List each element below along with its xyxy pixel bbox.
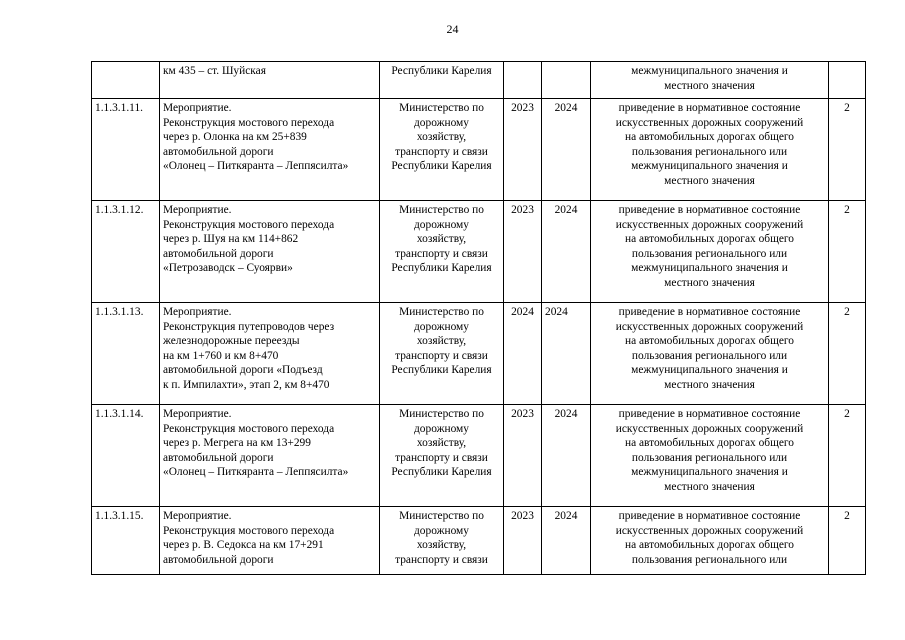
cell-executor-line: дорожному [414,218,469,231]
cell-activity-name-line: к п. Импилахти», этап 2, км 8+470 [163,378,330,391]
cell-expected-result-line: приведение в нормативное состояние [618,408,801,420]
page-number: 24 [446,22,459,36]
cell-executor-line: хозяйству, [416,233,467,245]
cell-expected-result [591,507,829,575]
cell-activity-name-line: «Олонец – Питкяранта – Леппясилта» [163,160,349,172]
cell-executor-line: Министерство по [399,102,484,114]
cell-executor-line: Республики Карелия [391,65,492,77]
cell-executor-line: транспорту и связи [395,247,488,260]
cell-expected-result-line: межмуниципального значения и [631,466,788,478]
cell-expected-result-line: межмуниципального значения и [631,364,788,376]
cell-expected-result-line: пользования регионального или [631,451,788,464]
cell-start-year: 2023 [504,201,542,303]
cell-activity-name [160,405,380,507]
table-row [92,303,866,405]
cell-expected-result-line: межмуниципального значения и [631,160,788,172]
cell-activity-name-line: автомобильной дороги «Подъезд [163,364,323,376]
cell-activity-name-line: Мероприятие. [163,204,232,216]
cell-indicator-link: 2 [829,507,866,575]
cell-start-year: 2023 [504,507,542,575]
cell-expected-result-line: межмуниципального значения и [631,65,788,77]
cell-item-number [92,62,160,99]
cell-expected-result-line: пользования регионального или [631,247,788,260]
cell-activity-name-line: Реконструкция мостового перехода [163,524,335,537]
cell-activity-name-line: Реконструкция мостового перехода [163,422,335,435]
cell-expected-result [591,99,829,201]
cell-executor-line: Республики Карелия [391,262,492,274]
table-row [92,62,866,99]
cell-expected-result-line: пользования регионального или [631,553,788,566]
cell-executor [380,62,504,99]
cell-expected-result-line: на автомобильных дорогах общего [625,131,794,143]
cell-activity-name-line: Реконструкция путепроводов через [163,320,335,333]
cell-item-number: 1.1.3.1.15. [92,507,160,575]
cell-expected-result-line: местного значения [664,276,755,289]
cell-activity-name-line: «Олонец – Питкяранта – Леппясилта» [163,466,349,478]
cell-activity-name-line: через р. Шуя на км 114+862 [163,233,299,245]
cell-expected-result-line: искусственных дорожных сооружений [615,422,804,435]
cell-executor-line: дорожному [414,116,469,129]
cell-activity-name [160,99,380,201]
cell-expected-result-line: пользования регионального или [631,349,788,362]
cell-executor-line: Республики Карелия [391,160,492,172]
cell-end-year [542,62,591,99]
cell-executor-line: Республики Карелия [391,364,492,376]
cell-end-year: 2024 [542,507,591,575]
cell-expected-result-line: на автомобильных дорогах общего [625,233,794,245]
cell-executor-line: Министерство по [399,408,484,420]
cell-activity-name-line: автомобильной дороги [163,145,274,158]
cell-activity-name-line: Мероприятие. [163,408,232,420]
cell-executor-line: транспорту и связи [395,145,488,158]
cell-executor-line: хозяйству, [416,131,467,143]
cell-activity-name-line: автомобильной дороги [163,553,274,566]
cell-start-year: 2024 [504,303,542,405]
cell-activity-name-line: Мероприятие. [163,102,232,114]
cell-item-number: 1.1.3.1.13. [92,303,160,405]
cell-activity-name-line: через р. В. Седокса на км 17+291 [163,539,324,551]
cell-indicator-link: 2 [829,405,866,507]
cell-executor [380,99,504,201]
cell-expected-result-line: искусственных дорожных сооружений [615,320,804,333]
table-row [92,201,866,303]
cell-expected-result-line: пользования регионального или [631,145,788,158]
table-row [92,405,866,507]
cell-expected-result-line: местного значения [664,174,755,187]
cell-end-year: 2024 [542,405,591,507]
cell-activity-name-line: «Петрозаводск – Суоярви» [163,262,293,274]
cell-end-year: 2024 [542,99,591,201]
cell-executor-line: дорожному [414,422,469,435]
cell-executor [380,303,504,405]
cell-executor-line: транспорту и связи [395,451,488,464]
cell-indicator-link: 2 [829,99,866,201]
cell-item-number: 1.1.3.1.14. [92,405,160,507]
cell-executor [380,405,504,507]
cell-executor-line: дорожному [414,320,469,333]
cell-activity-name [160,303,380,405]
cell-activity-name-line: через р. Мегрега на км 13+299 [163,437,311,449]
cell-indicator-link [829,62,866,99]
cell-end-year: 2024 [542,303,591,405]
cell-expected-result-line: искусственных дорожных сооружений [615,116,804,129]
cell-executor-line: транспорту и связи [395,349,488,362]
cell-expected-result-line: местного значения [664,480,755,493]
cell-start-year [504,62,542,99]
cell-expected-result-line: на автомобильных дорогах общего [625,539,794,551]
cell-activity-name-line: автомобильной дороги [163,247,274,260]
cell-expected-result [591,62,829,99]
cell-executor-line: транспорту и связи [395,553,488,566]
cell-activity-name-line: Реконструкция мостового перехода [163,116,335,129]
cell-activity-name [160,507,380,575]
cell-indicator-link: 2 [829,303,866,405]
cell-activity-name-line: железнодорожные переезды [163,335,300,347]
cell-executor-line: хозяйству, [416,335,467,347]
cell-expected-result [591,405,829,507]
cell-activity-name-line: Мероприятие. [163,510,232,522]
cell-start-year: 2023 [504,99,542,201]
cell-activity-name-line: Реконструкция мостового перехода [163,218,335,231]
cell-expected-result-line: местного значения [664,378,755,391]
cell-executor [380,507,504,575]
cell-activity-name-line: на км 1+760 и км 8+470 [163,349,279,362]
cell-start-year: 2023 [504,405,542,507]
cell-indicator-link: 2 [829,201,866,303]
cell-executor [380,201,504,303]
cell-activity-name [160,62,380,99]
cell-activity-name-line: Мероприятие. [163,306,232,318]
cell-executor-line: дорожному [414,524,469,537]
cell-activity-name-line: км 435 – ст. Шуйская [163,65,266,77]
table-row [92,507,866,575]
cell-expected-result [591,303,829,405]
cell-expected-result-line: приведение в нормативное состояние [618,510,801,522]
cell-executor-line: хозяйству, [416,539,467,551]
cell-expected-result-line: приведение в нормативное состояние [618,204,801,216]
cell-activity-name [160,201,380,303]
cell-executor-line: хозяйству, [416,437,467,449]
cell-expected-result-line: приведение в нормативное состояние [618,306,801,318]
cell-executor-line: Министерство по [399,204,484,216]
cell-item-number: 1.1.3.1.11. [92,99,160,201]
cell-executor-line: Министерство по [399,510,484,522]
cell-expected-result-line: межмуниципального значения и [631,262,788,274]
cell-expected-result-line: приведение в нормативное состояние [618,102,801,114]
cell-activity-name-line: через р. Олонка на км 25+839 [163,131,307,143]
cell-expected-result-line: на автомобильных дорогах общего [625,335,794,347]
activities-table [91,61,866,575]
cell-expected-result-line: искусственных дорожных сооружений [615,524,804,537]
cell-end-year: 2024 [542,201,591,303]
cell-expected-result [591,201,829,303]
cell-expected-result-line: искусственных дорожных сооружений [615,218,804,231]
cell-expected-result-line: на автомобильных дорогах общего [625,437,794,449]
cell-executor-line: Министерство по [399,306,484,318]
table-body [92,62,866,575]
cell-expected-result-line: местного значения [664,79,755,92]
table-row [92,99,866,201]
cell-executor-line: Республики Карелия [391,466,492,478]
cell-activity-name-line: автомобильной дороги [163,451,274,464]
cell-item-number: 1.1.3.1.12. [92,201,160,303]
